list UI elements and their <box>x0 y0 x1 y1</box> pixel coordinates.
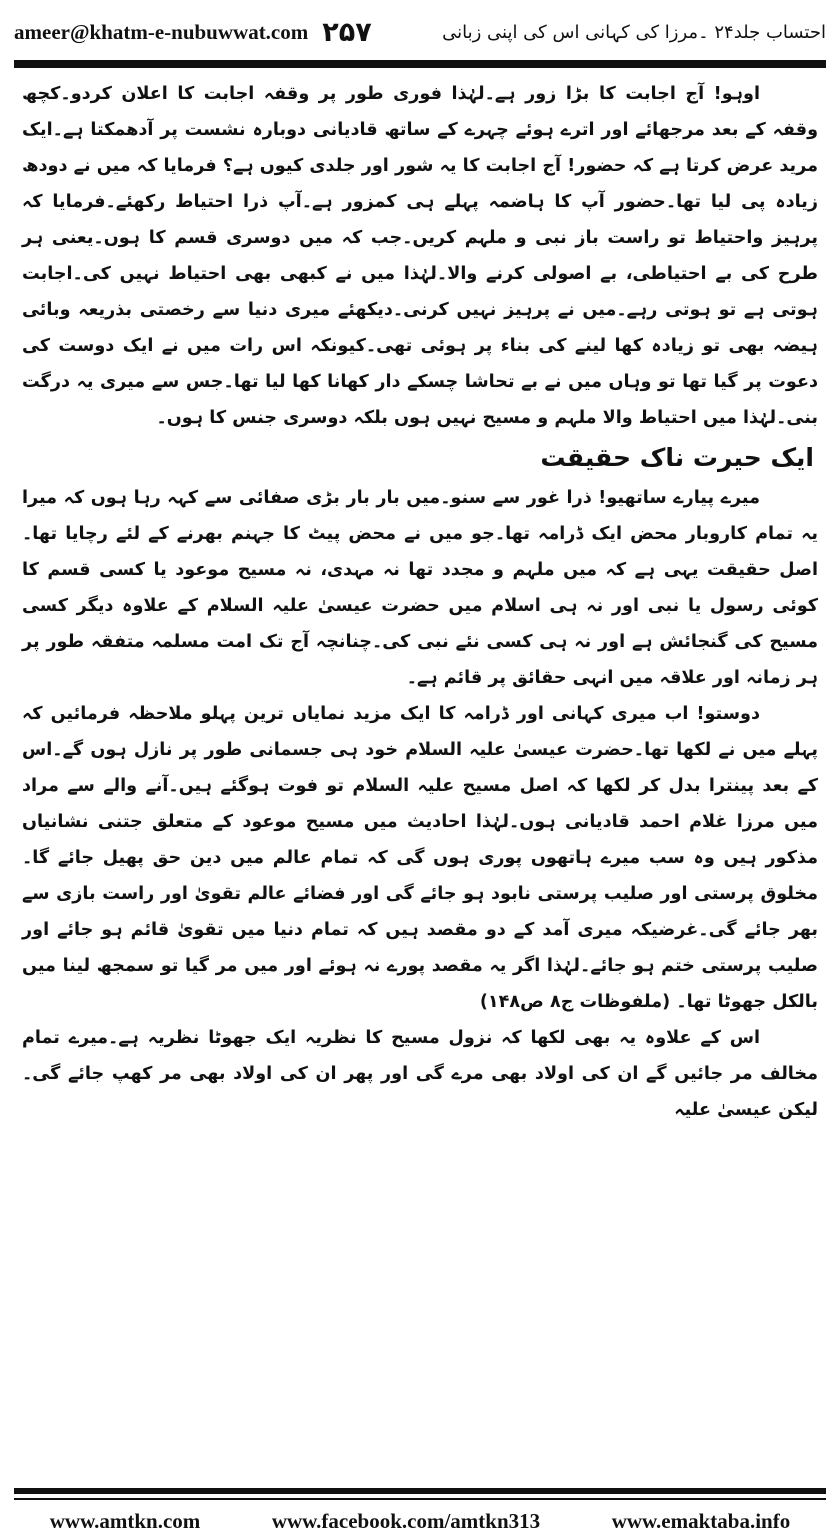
page-body <box>22 76 818 1456</box>
footer-rule-thin <box>14 1498 826 1500</box>
page-footer <box>14 1504 826 1538</box>
page-header <box>14 8 826 56</box>
section-heading: ایک حیرت ناک حقیقت <box>540 443 814 472</box>
header-rule <box>14 60 826 68</box>
paragraph-1: اوہو! آج اجابت کا بڑا زور ہے۔لہٰذا فوری طور پر وقفہ اجابت کا اعلان کردو۔کچھ وقفہ کے بعد مرجھائے اور اترے ہوئے چہرے کے ساتھ قادیانی دوبارہ نشست پر آدھمکتا ہے۔ایک مرید عرض کرتا ہے کہ حضور! آج اجابت کا یہ شور اور جلدی کیوں ہے؟ فرمایا کہ میں نے دودھ زیادہ پی لیا تھا۔حضور آپ کا ہاضمہ پہلے ہی کمزور ہے۔آپ ذرا احتیاط رکھئے۔فرمایا کہ پرہیز واحتیاط تو راست باز نبی و ملہم کریں۔جب کہ میں دوسری قسم کا ہوں۔یعنی ہر طرح کی بے احتیاطی، بے اصولی کرنے والا۔لہٰذا میں نے کبھی بھی احتیاط نہیں کی۔اجابت ہوتی ہے تو ہوتی رہے۔میں نے پرہیز نہیں کرنی۔دیکھئے میری دنیا سے رخصتی بذریعہ وبائی ہیضہ بھی تو زیادہ کھا لینے کی بناء پر ہوئی تھی۔کیونکہ اس رات میں نے ایک دوست کی دعوت پر گیا تھا تو وہاں میں نے بے تحاشا چسکے دار کھانا کھا لیا تھا۔جس سے میری یہ درگت بنی۔لہٰذا میں احتیاط والا ملہم و مسیح نہیں ہوں بلکہ دوسری جنس کا ہوں۔ <box>22 84 818 428</box>
paragraph-3-text: دوستو! اب میری کہانی اور ڈرامہ کا ایک مزید نمایاں ترین پہلو ملاحظہ فرمائیں کہ پہلے میں نے لکھا تھا۔حضرت عیسیٰ علیہ السلام خود ہی جسمانی طور پر نازل ہوں گے۔اس کے بعد پینترا بدل کر لکھا کہ اصل مسیح علیہ السلام تو فوت ہوگئے ہیں۔آنے والے سے مراد میں مرزا غلام احمد قادیانی ہوں۔لہٰذا احادیث میں مسیح موعود کے متعلق جتنی نشانیاں مذکور ہیں وہ سب میرے ہاتھوں پوری ہوں گی کہ تمام عالم میں دین حق پھیل جائے گا۔مخلوق پرستی اور صلیب پرستی نابود ہو جائے گی اور فضائے عالم تقویٰ اور راست بازی سے بھر جائے گی۔غرضیکہ میری آمد کے دو مقصد ہیں کہ تمام دنیا میں تقویٰ قائم ہو جائے اور صلیب پرستی ختم ہو جائے۔لہٰذا اگر یہ مقصد پورے نہ ہوئے اور میں مر گیا تو سمجھ لینا میں بالکل جھوٹا تھا۔ <box>22 704 818 1012</box>
running-title: احتساب جلد۲۴ ۔مرزا کی کہانی اس کی اپنی زبانی <box>442 21 826 43</box>
paragraph-3 <box>22 696 818 1020</box>
paragraph-4: اس کے علاوہ یہ بھی لکھا کہ نزول مسیح کا نظریہ ایک جھوٹا نظریہ ہے۔میرے تمام مخالف مر جائیں گے ان کی اولاد بھی مرے گی اور پھر ان کی اولاد بھی مر کھپ جائے گی۔لیکن عیسیٰ علیہ <box>22 1028 818 1120</box>
footer-rule-thick <box>14 1488 826 1494</box>
page-number: ۲۵۷ <box>322 16 372 48</box>
header-left <box>14 17 372 48</box>
footer-link-facebook[interactable]: www.facebook.com/amtkn313 <box>271 1508 541 1533</box>
footer-link-amtkn[interactable]: www.amtkn.com <box>49 1508 201 1533</box>
paragraph-2: میرے پیارے ساتھیو! ذرا غور سے سنو۔میں بار بار بڑی صفائی سے کہہ رہا ہوں کہ میرا یہ تمام کاروبار محض ایک ڈرامہ تھا۔جو میں نے محض پیٹ کا جہنم بھرنے کے لئے رچایا تھا۔اصل حقیقت یہی ہے کہ میں ملہم و مجدد تھا نہ مہدی، نہ مسیح موعود یا کسی قسم کا کوئی رسول یا نبی اور نہ ہی اسلام میں حضرت عیسیٰ علیہ السلام کے علاوہ دیگر کسی مسیح کی گنجائش ہے اور نہ ہی کسی نئے نبی کی۔چنانچہ آج تک امت مسلمہ متفقہ طور پر ہر زمانہ اور علاقہ میں انہی حقائق پر قائم ہے۔ <box>22 488 818 688</box>
citation: (ملفوظات ج۸ ص۱۴۸) <box>479 992 671 1012</box>
header-email[interactable]: ameer@khatm-e-nubuwwat.com <box>14 19 309 44</box>
footer-link-emaktaba[interactable]: www.emaktaba.info <box>611 1508 791 1533</box>
